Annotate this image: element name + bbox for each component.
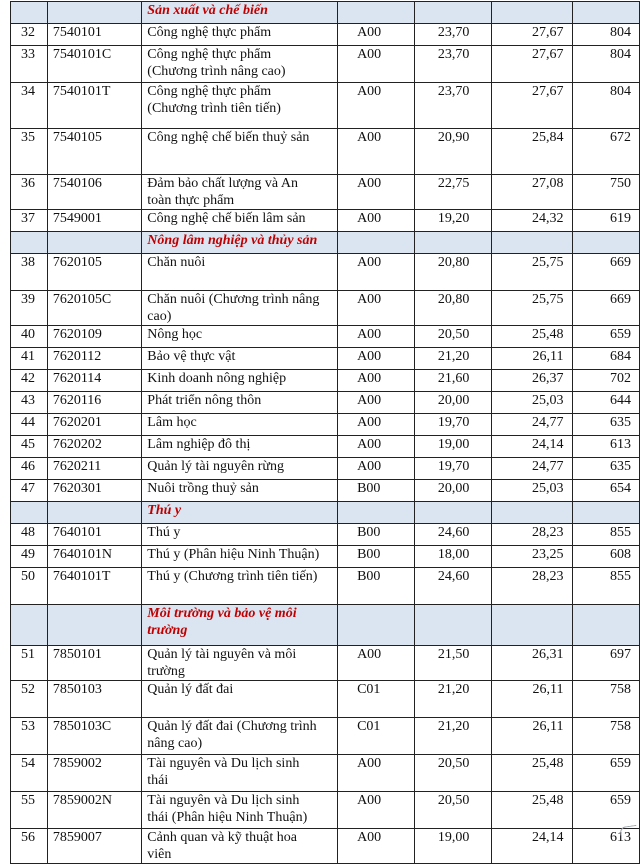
score-3: 702 bbox=[572, 370, 639, 392]
score-2: 26,37 bbox=[492, 370, 572, 392]
table-row bbox=[11, 326, 640, 348]
score-1: 21,20 bbox=[415, 681, 492, 718]
table-row bbox=[11, 568, 640, 605]
section-title: Nông lâm nghiệp và thủy sản bbox=[142, 232, 338, 254]
table-row bbox=[11, 291, 640, 326]
section-s2-cell bbox=[492, 502, 572, 524]
score-3: 613 bbox=[572, 436, 639, 458]
section-no-cell bbox=[11, 232, 48, 254]
score-3: 684 bbox=[572, 348, 639, 370]
program-name: Công nghệ thực phẩm bbox=[142, 24, 338, 46]
score-3: 635 bbox=[572, 414, 639, 436]
table-row bbox=[11, 524, 640, 546]
row-number: 42 bbox=[11, 370, 48, 392]
row-number: 56 bbox=[11, 829, 48, 864]
score-3: 804 bbox=[572, 46, 639, 83]
row-number: 43 bbox=[11, 392, 48, 414]
row-number: 41 bbox=[11, 348, 48, 370]
score-1: 21,50 bbox=[415, 646, 492, 681]
table-row bbox=[11, 129, 640, 175]
row-number: 55 bbox=[11, 792, 48, 829]
program-name: Chăn nuôi (Chương trình nâng cao) bbox=[142, 291, 338, 326]
row-number: 51 bbox=[11, 646, 48, 681]
subject-block: A00 bbox=[338, 458, 415, 480]
score-3: 659 bbox=[572, 755, 639, 792]
score-3: 669 bbox=[572, 291, 639, 326]
score-1: 20,50 bbox=[415, 792, 492, 829]
program-code: 7549001 bbox=[47, 210, 141, 232]
row-number: 36 bbox=[11, 175, 48, 210]
program-name: Cảnh quan và kỹ thuật hoa viên bbox=[142, 829, 338, 864]
section-s1-cell bbox=[415, 502, 492, 524]
score-3: 635 bbox=[572, 458, 639, 480]
score-3: 659 bbox=[572, 792, 639, 829]
row-number: 33 bbox=[11, 46, 48, 83]
score-2: 25,03 bbox=[492, 480, 572, 502]
subject-block: C01 bbox=[338, 681, 415, 718]
program-name: Tài nguyên và Du lịch sinh thái (Phân hiệu Ninh Thuận) bbox=[142, 792, 338, 829]
section-no-cell bbox=[11, 2, 48, 24]
subject-block: A00 bbox=[338, 46, 415, 83]
section-s1-cell bbox=[415, 605, 492, 646]
score-1: 22,75 bbox=[415, 175, 492, 210]
program-name: Thú y (Phân hiệu Ninh Thuận) bbox=[142, 546, 338, 568]
score-1: 24,60 bbox=[415, 524, 492, 546]
score-3: 619 bbox=[572, 210, 639, 232]
program-code: 7540105 bbox=[47, 129, 141, 175]
program-name: Nông học bbox=[142, 326, 338, 348]
score-2: 23,25 bbox=[492, 546, 572, 568]
table-row bbox=[11, 718, 640, 755]
section-s2-cell bbox=[492, 232, 572, 254]
score-3: 855 bbox=[572, 568, 639, 605]
score-3: 697 bbox=[572, 646, 639, 681]
score-2: 25,03 bbox=[492, 392, 572, 414]
program-code: 7850101 bbox=[47, 646, 141, 681]
score-2: 25,48 bbox=[492, 755, 572, 792]
row-number: 50 bbox=[11, 568, 48, 605]
score-3: 804 bbox=[572, 24, 639, 46]
score-2: 25,75 bbox=[492, 291, 572, 326]
score-1: 24,60 bbox=[415, 568, 492, 605]
program-code: 7620202 bbox=[47, 436, 141, 458]
program-code: 7540101C bbox=[47, 46, 141, 83]
table-row bbox=[11, 681, 640, 718]
table-row bbox=[11, 348, 640, 370]
table-row bbox=[11, 392, 640, 414]
section-block-cell bbox=[338, 232, 415, 254]
row-number: 44 bbox=[11, 414, 48, 436]
score-2: 25,75 bbox=[492, 254, 572, 291]
program-code: 7620201 bbox=[47, 414, 141, 436]
subject-block: A00 bbox=[338, 436, 415, 458]
program-code: 7620105C bbox=[47, 291, 141, 326]
program-code: 7620211 bbox=[47, 458, 141, 480]
table-row bbox=[11, 792, 640, 829]
subject-block: A00 bbox=[338, 175, 415, 210]
score-2: 25,84 bbox=[492, 129, 572, 175]
subject-block: A00 bbox=[338, 792, 415, 829]
score-1: 20,50 bbox=[415, 326, 492, 348]
score-1: 21,20 bbox=[415, 348, 492, 370]
row-number: 35 bbox=[11, 129, 48, 175]
score-1: 23,70 bbox=[415, 83, 492, 129]
score-2: 27,08 bbox=[492, 175, 572, 210]
program-code: 7640101 bbox=[47, 524, 141, 546]
score-3: 855 bbox=[572, 524, 639, 546]
score-3: 804 bbox=[572, 83, 639, 129]
program-code: 7620116 bbox=[47, 392, 141, 414]
program-code: 7640101T bbox=[47, 568, 141, 605]
score-1: 20,80 bbox=[415, 291, 492, 326]
program-code: 7620112 bbox=[47, 348, 141, 370]
section-block-cell bbox=[338, 502, 415, 524]
section-title: Thú y bbox=[142, 502, 338, 524]
subject-block: A00 bbox=[338, 24, 415, 46]
score-1: 23,70 bbox=[415, 46, 492, 83]
row-number: 47 bbox=[11, 480, 48, 502]
table-row bbox=[11, 46, 640, 83]
table-row bbox=[11, 24, 640, 46]
score-1: 18,00 bbox=[415, 546, 492, 568]
score-3: 644 bbox=[572, 392, 639, 414]
program-name: Tài nguyên và Du lịch sinh thái bbox=[142, 755, 338, 792]
section-s2-cell bbox=[492, 605, 572, 646]
score-2: 26,11 bbox=[492, 681, 572, 718]
score-2: 27,67 bbox=[492, 83, 572, 129]
score-2: 24,14 bbox=[492, 829, 572, 864]
score-2: 28,23 bbox=[492, 568, 572, 605]
score-3: 750 bbox=[572, 175, 639, 210]
score-2: 24,14 bbox=[492, 436, 572, 458]
row-number: 32 bbox=[11, 24, 48, 46]
subject-block: B00 bbox=[338, 524, 415, 546]
section-row bbox=[11, 502, 640, 524]
program-name: Đảm bảo chất lượng và An toàn thực phẩm bbox=[142, 175, 338, 210]
table-row bbox=[11, 254, 640, 291]
score-2: 25,48 bbox=[492, 326, 572, 348]
program-name: Nuôi trồng thuỷ sản bbox=[142, 480, 338, 502]
program-code: 7850103C bbox=[47, 718, 141, 755]
program-name: Công nghệ chế biến lâm sản bbox=[142, 210, 338, 232]
score-3: 672 bbox=[572, 129, 639, 175]
program-code: 7859002N bbox=[47, 792, 141, 829]
program-name: Công nghệ chế biến thuỷ sản bbox=[142, 129, 338, 175]
section-s1-cell bbox=[415, 2, 492, 24]
subject-block: A00 bbox=[338, 291, 415, 326]
section-s1-cell bbox=[415, 232, 492, 254]
program-name: Thú y (Chương trình tiên tiến) bbox=[142, 568, 338, 605]
row-number: 54 bbox=[11, 755, 48, 792]
table-row bbox=[11, 829, 640, 864]
table-row bbox=[11, 175, 640, 210]
row-number: 52 bbox=[11, 681, 48, 718]
program-name: Công nghệ thực phẩm (Chương trình nâng cao) bbox=[142, 46, 338, 83]
program-name: Quản lý đất đai bbox=[142, 681, 338, 718]
score-1: 20,80 bbox=[415, 254, 492, 291]
section-row bbox=[11, 2, 640, 24]
section-code-cell bbox=[47, 232, 141, 254]
row-number: 45 bbox=[11, 436, 48, 458]
subject-block: A00 bbox=[338, 210, 415, 232]
program-code: 7859002 bbox=[47, 755, 141, 792]
subject-block: A00 bbox=[338, 646, 415, 681]
score-1: 19,70 bbox=[415, 414, 492, 436]
subject-block: A00 bbox=[338, 326, 415, 348]
section-s2-cell bbox=[492, 2, 572, 24]
program-code: 7540106 bbox=[47, 175, 141, 210]
program-code: 7620109 bbox=[47, 326, 141, 348]
score-2: 24,32 bbox=[492, 210, 572, 232]
section-s3-cell bbox=[572, 232, 639, 254]
score-2: 24,77 bbox=[492, 458, 572, 480]
score-1: 23,70 bbox=[415, 24, 492, 46]
section-title: Môi trường và bảo vệ môi trường bbox=[142, 605, 338, 646]
table-row bbox=[11, 755, 640, 792]
admission-score-table bbox=[10, 1, 640, 864]
row-number: 37 bbox=[11, 210, 48, 232]
section-s3-cell bbox=[572, 2, 639, 24]
program-name: Lâm nghiệp đô thị bbox=[142, 436, 338, 458]
subject-block: B00 bbox=[338, 568, 415, 605]
subject-block: A00 bbox=[338, 348, 415, 370]
subject-block: C01 bbox=[338, 718, 415, 755]
table-row bbox=[11, 480, 640, 502]
section-code-cell bbox=[47, 605, 141, 646]
program-code: 7850103 bbox=[47, 681, 141, 718]
table-row bbox=[11, 458, 640, 480]
row-number: 40 bbox=[11, 326, 48, 348]
score-2: 27,67 bbox=[492, 24, 572, 46]
program-name: Kinh doanh nông nghiệp bbox=[142, 370, 338, 392]
table-row bbox=[11, 210, 640, 232]
section-row bbox=[11, 605, 640, 646]
score-2: 26,11 bbox=[492, 348, 572, 370]
score-1: 21,20 bbox=[415, 718, 492, 755]
table-row bbox=[11, 646, 640, 681]
score-1: 20,00 bbox=[415, 392, 492, 414]
score-1: 20,90 bbox=[415, 129, 492, 175]
score-1: 20,50 bbox=[415, 755, 492, 792]
section-no-cell bbox=[11, 605, 48, 646]
row-number: 48 bbox=[11, 524, 48, 546]
score-3: 669 bbox=[572, 254, 639, 291]
subject-block: B00 bbox=[338, 480, 415, 502]
score-1: 19,00 bbox=[415, 829, 492, 864]
score-1: 20,00 bbox=[415, 480, 492, 502]
score-3: 608 bbox=[572, 546, 639, 568]
section-no-cell bbox=[11, 502, 48, 524]
program-name: Chăn nuôi bbox=[142, 254, 338, 291]
score-1: 21,60 bbox=[415, 370, 492, 392]
program-name: Công nghệ thực phẩm (Chương trình tiên tiến) bbox=[142, 83, 338, 129]
score-1: 19,00 bbox=[415, 436, 492, 458]
section-title: Sản xuất và chế biến bbox=[142, 2, 338, 24]
program-name: Quản lý tài nguyên và môi trường bbox=[142, 646, 338, 681]
subject-block: A00 bbox=[338, 414, 415, 436]
program-name: Phát triển nông thôn bbox=[142, 392, 338, 414]
table-row bbox=[11, 414, 640, 436]
program-code: 7620301 bbox=[47, 480, 141, 502]
row-number: 38 bbox=[11, 254, 48, 291]
program-code: 7540101 bbox=[47, 24, 141, 46]
subject-block: A00 bbox=[338, 129, 415, 175]
program-code: 7620114 bbox=[47, 370, 141, 392]
score-3: 659 bbox=[572, 326, 639, 348]
subject-block: A00 bbox=[338, 829, 415, 864]
score-2: 26,31 bbox=[492, 646, 572, 681]
section-s3-cell bbox=[572, 502, 639, 524]
score-1: 19,70 bbox=[415, 458, 492, 480]
section-code-cell bbox=[47, 2, 141, 24]
table-row bbox=[11, 83, 640, 129]
score-3: 758 bbox=[572, 718, 639, 755]
score-2: 24,77 bbox=[492, 414, 572, 436]
program-code: 7620105 bbox=[47, 254, 141, 291]
section-code-cell bbox=[47, 502, 141, 524]
row-number: 34 bbox=[11, 83, 48, 129]
score-2: 28,23 bbox=[492, 524, 572, 546]
section-block-cell bbox=[338, 605, 415, 646]
row-number: 53 bbox=[11, 718, 48, 755]
program-name: Bảo vệ thực vật bbox=[142, 348, 338, 370]
row-number: 39 bbox=[11, 291, 48, 326]
subject-block: A00 bbox=[338, 392, 415, 414]
program-name: Thú y bbox=[142, 524, 338, 546]
score-1: 19,20 bbox=[415, 210, 492, 232]
score-2: 25,48 bbox=[492, 792, 572, 829]
table-body bbox=[11, 2, 640, 864]
section-block-cell bbox=[338, 2, 415, 24]
program-name: Quản lý tài nguyên rừng bbox=[142, 458, 338, 480]
table-row bbox=[11, 546, 640, 568]
section-row bbox=[11, 232, 640, 254]
program-code: 7640101N bbox=[47, 546, 141, 568]
subject-block: A00 bbox=[338, 254, 415, 291]
subject-block: A00 bbox=[338, 83, 415, 129]
score-3: 613 bbox=[572, 829, 639, 864]
subject-block: A00 bbox=[338, 755, 415, 792]
program-name: Lâm học bbox=[142, 414, 338, 436]
subject-block: A00 bbox=[338, 370, 415, 392]
score-2: 27,67 bbox=[492, 46, 572, 83]
score-3: 758 bbox=[572, 681, 639, 718]
section-s3-cell bbox=[572, 605, 639, 646]
table-row bbox=[11, 370, 640, 392]
program-name: Quản lý đất đai (Chương trình nâng cao) bbox=[142, 718, 338, 755]
score-2: 26,11 bbox=[492, 718, 572, 755]
table-row bbox=[11, 436, 640, 458]
subject-block: B00 bbox=[338, 546, 415, 568]
row-number: 46 bbox=[11, 458, 48, 480]
program-code: 7540101T bbox=[47, 83, 141, 129]
program-code: 7859007 bbox=[47, 829, 141, 864]
score-3: 654 bbox=[572, 480, 639, 502]
row-number: 49 bbox=[11, 546, 48, 568]
